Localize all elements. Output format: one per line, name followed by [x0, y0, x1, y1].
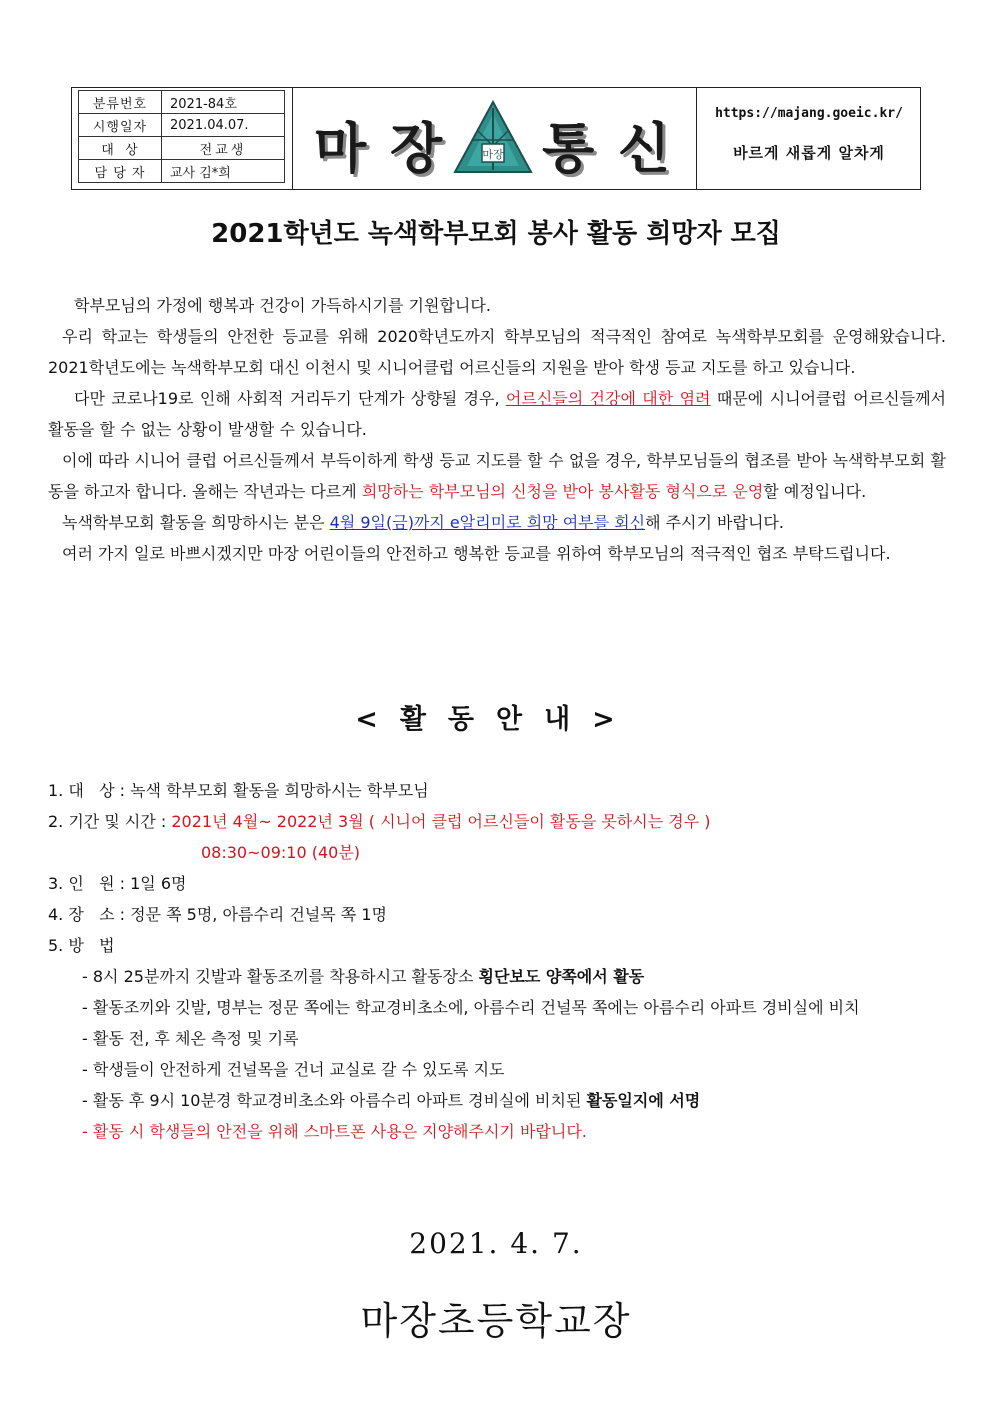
- guide-value: 1일 6명: [130, 874, 187, 893]
- guide-label: 1. 대 상 :: [48, 781, 131, 800]
- paragraph: 학부모님의 가정에 행복과 건강이 가득하시기를 기원합니다.: [74, 296, 491, 315]
- guide-row: [48, 775, 946, 806]
- guide-row: [48, 868, 946, 899]
- text: - 활동 후 9시 10분경 학교경비초소와 아름수리 아파트 경비실에 비치된: [82, 1091, 587, 1110]
- bold-text: 활동일지에 서명: [586, 1091, 701, 1110]
- highlight-text: 어르신들의 건강에 대한 염려: [505, 389, 711, 408]
- paragraph: 여러 가지 일로 바쁘시겠지만 마장 어린이들의 안전하고 행복한 등교를 위하여 학부모님의 적극적인 협조 부탁드립니다.: [62, 544, 891, 563]
- meta-row: [79, 137, 285, 160]
- section-title: <활동안내>: [355, 704, 637, 735]
- meta-value: 전교생: [162, 137, 285, 160]
- method-item: - 활동조끼와 깃발, 명부는 정문 쪽에는 학교경비초소에, 아름수리 건널목 쪽에는 아름수리 아파트 경비실에 비치: [82, 998, 860, 1017]
- site-url[interactable]: https://majang.goeic.kr/: [715, 106, 903, 121]
- method-item: [82, 1085, 946, 1116]
- masthead: [292, 88, 696, 188]
- guide-row: 5. 방 법: [48, 936, 115, 955]
- guide-row: [48, 806, 946, 837]
- bold-text: 횡단보도 양쪽에서 활동: [478, 967, 645, 986]
- page-title: 2021학년도 녹색학부모회 봉사 활동 희망자 모집: [211, 219, 781, 249]
- text: 이에 따라 시니어 클럽 어르신들께서 부득이하게 학생 등교 지도를 할 수 없을 경우, 학부모님들의 협조를 받아 녹색학부모회 활동을 하고자 합니다. 올해는 작년과는 다르게: [48, 451, 946, 501]
- highlight-text: 희망하는 학부모님의 신청을 받아 봉사활동 형식으로 운영: [361, 482, 764, 501]
- text: 할 예정입니다.: [763, 482, 867, 501]
- text: 해 주시기 바랍니다.: [645, 513, 784, 532]
- notice-body: [48, 290, 946, 569]
- guide-label: 3. 인 원 :: [48, 874, 131, 893]
- text: - 8시 25분까지 깃발과 활동조끼를 착용하시고 활동장소: [82, 967, 479, 986]
- school-motto: 바르게 새롭게 알차게: [733, 144, 885, 162]
- paragraph: [48, 383, 946, 445]
- header-box: [71, 87, 921, 190]
- guide-row: [48, 899, 946, 930]
- meta-key: 시행일자: [79, 114, 162, 137]
- deadline-text: 4월 9일(금)까지 e알리미로 희망 여부를 회신: [329, 513, 646, 532]
- guide-value: 녹색 학부모회 활동을 희망하시는 학부모님: [130, 781, 429, 800]
- meta-key: 분류번호: [79, 91, 162, 114]
- guide-label: 2. 기간 및 시간 :: [48, 812, 172, 831]
- method-item: [82, 961, 946, 992]
- method-item: - 학생들이 안전하게 건널목을 건너 교실로 갈 수 있도록 지도: [82, 1060, 505, 1079]
- guide-row: 08:30~09:10 (40분): [201, 843, 361, 862]
- guide-value: 2021년 4월~ 2022년 3월 ( 시니어 클럽 어르신들이 활동을 못하시는 경우 ): [171, 812, 711, 831]
- meta-value: 2021.04.07.: [162, 114, 285, 137]
- text: 다만 코로나19로 인해 사회적 거리두기 단계가 상향될 경우,: [74, 389, 506, 408]
- meta-value: 2021-84호: [162, 91, 285, 114]
- guide-value: 정문 쪽 5명, 아름수리 건널목 쪽 1명: [130, 905, 387, 924]
- meta-key: 대 상: [79, 137, 162, 160]
- meta-key: 담 당 자: [79, 160, 162, 183]
- meta-value: 교사 김*희: [162, 160, 285, 183]
- masthead-char: 마: [314, 117, 367, 180]
- text: 녹색학부모회 활동을 희망하시는 분은: [62, 513, 330, 532]
- logo-text: 마장: [482, 148, 504, 161]
- issue-date: 2021. 4. 7.: [409, 1227, 583, 1260]
- paragraph: [48, 507, 946, 538]
- method-list: [48, 961, 946, 1147]
- masthead-char: 장: [390, 117, 443, 180]
- method-item: - 활동 전, 후 체온 측정 및 기록: [82, 1029, 299, 1048]
- meta-table: [78, 90, 285, 183]
- masthead-char: 통: [542, 117, 595, 180]
- meta-row: [79, 160, 285, 183]
- masthead-char: 신: [618, 117, 671, 180]
- guide-label: 4. 장 소 :: [48, 905, 131, 924]
- method-item-warning: - 활동 시 학생들의 안전을 위해 스마트폰 사용은 지양해주시기 바랍니다.: [82, 1122, 587, 1141]
- paragraph: 우리 학교는 학생들의 안전한 등교를 위해 2020학년도까지 학부모님의 적극적인 참여로 녹색학부모회를 운영해왔습니다. 2021학년도에는 녹색학부모회 대신 이천시 및 시니어클럽 어르신들의 지원을 받아 학생 등교 지도를 하고 있습니다.: [48, 327, 946, 377]
- paragraph: [48, 445, 946, 507]
- text: 때문에 시니어클럽 어르신들께서 활동을 할 수 없는 상황이 발생할 수 있습니다.: [48, 389, 946, 439]
- activity-guide: [48, 775, 946, 1147]
- site-info: [696, 88, 922, 188]
- signature: 마장초등학교장: [360, 1299, 632, 1343]
- school-logo-icon: [453, 100, 533, 176]
- meta-row: [79, 91, 285, 114]
- meta-row: [79, 114, 285, 137]
